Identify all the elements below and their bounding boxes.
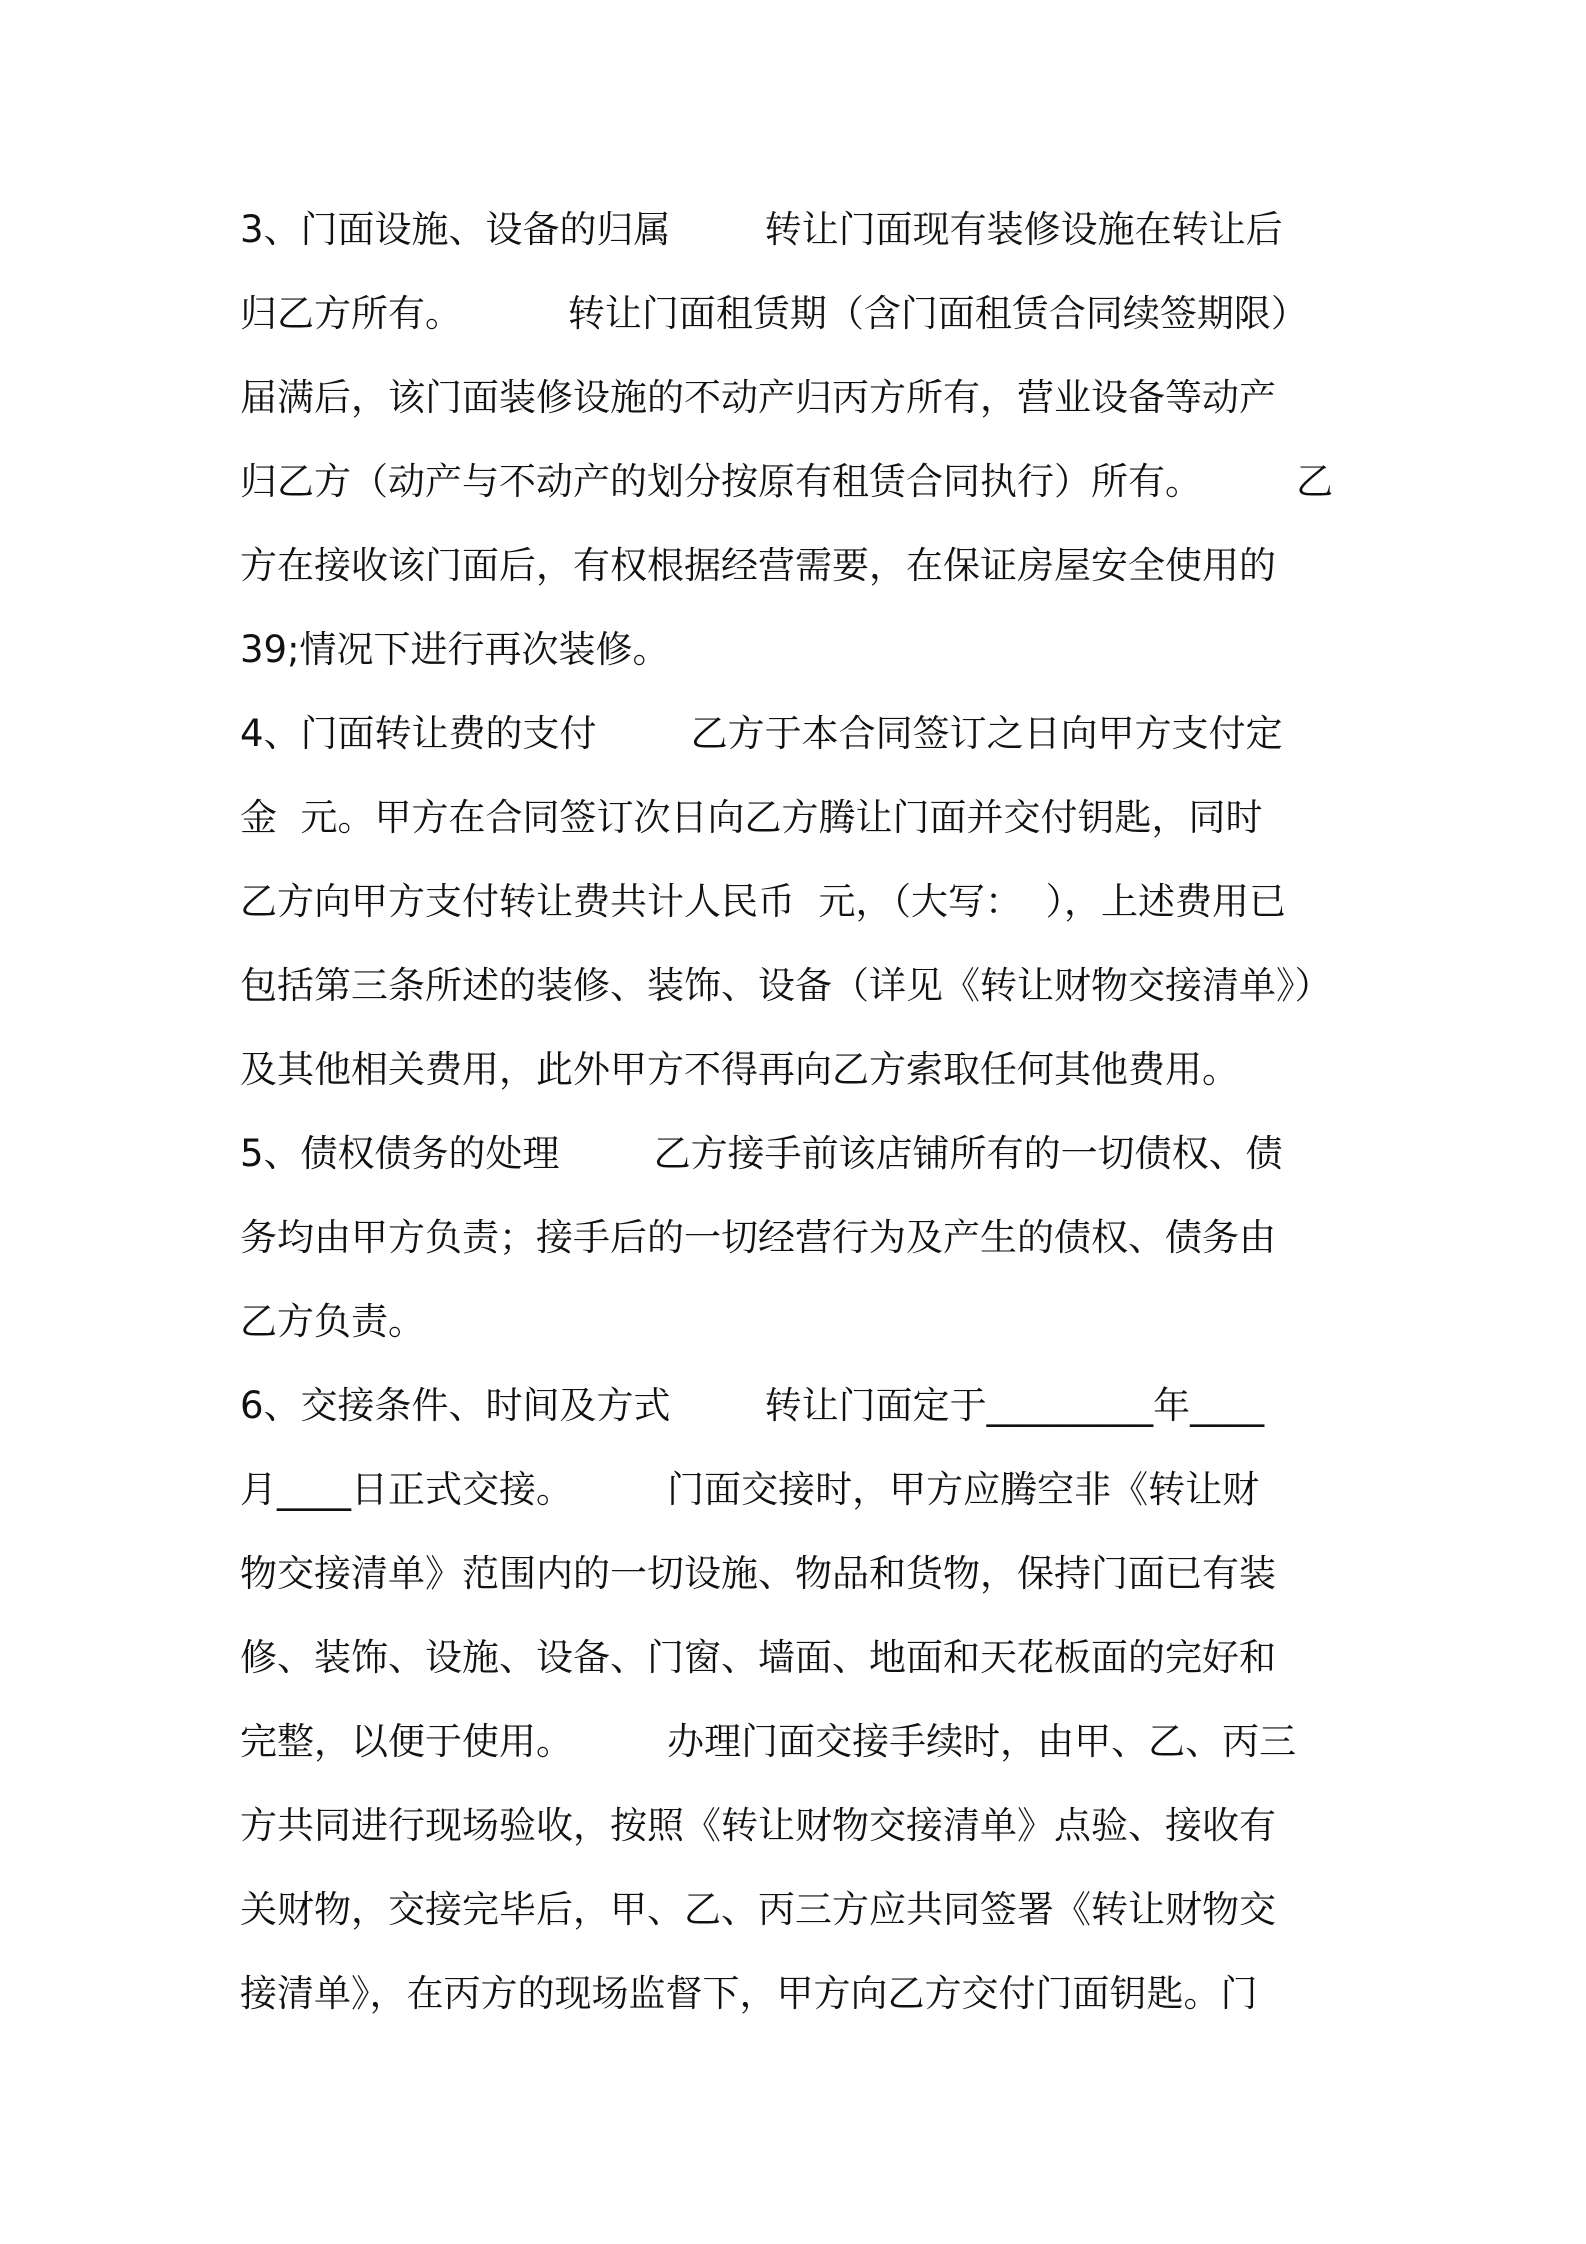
text-line: 金 元。甲方在合同签订次日向乙方腾让门面并交付钥匙，同时 xyxy=(240,796,1263,839)
text-line: 归乙方（动产与不动产的划分按原有租赁合同执行）所有。 乙 xyxy=(240,460,1334,503)
text-line: 届满后，该门面装修设施的不动产归丙方所有，营业设备等动产 xyxy=(240,376,1276,419)
text-line: 3、门面设施、设备的归属 转让门面现有装修设施在转让后 xyxy=(240,208,1283,251)
text-line: 6、交接条件、时间及方式 转让门面定于_________年____ xyxy=(240,1384,1265,1427)
text-line: 方共同进行现场验收，按照《转让财物交接清单》点验、接收有 xyxy=(240,1804,1276,1847)
text-line: 月____日正式交接。 门面交接时，甲方应腾空非《转让财 xyxy=(240,1468,1260,1511)
text-line: 接清单》，在丙方的现场监督下，甲方向乙方交付门面钥匙。门 xyxy=(240,1972,1258,2015)
text-line: 乙方向甲方支付转让费共计人民币 元，（大写： ），上述费用已 xyxy=(240,880,1287,923)
text-line: 方在接收该门面后，有权根据经营需要，在保证房屋安全使用的 xyxy=(240,544,1276,587)
text-line: 关财物，交接完毕后，甲、乙、丙三方应共同签署《转让财物交 xyxy=(240,1888,1276,1931)
text-line: 归乙方所有。 转让门面租赁期（含门面租赁合同续签期限） xyxy=(240,292,1308,335)
text-line: 39;情况下进行再次装修。 xyxy=(240,628,670,671)
text-line: 4、门面转让费的支付 乙方于本合同签订之日向甲方支付定 xyxy=(240,712,1283,755)
text-line: 完整，以便于使用。 办理门面交接手续时，由甲、乙、丙三 xyxy=(240,1720,1297,1763)
text-line: 5、债权债务的处理 乙方接手前该店铺所有的一切债权、债 xyxy=(240,1132,1283,1175)
text-line: 乙方负责。 xyxy=(240,1300,425,1343)
text-line: 及其他相关费用，此外甲方不得再向乙方索取任何其他费用。 xyxy=(240,1048,1239,1091)
text-line: 物交接清单》范围内的一切设施、物品和货物，保持门面已有装 xyxy=(240,1552,1276,1595)
text-line: 包括第三条所述的装修、装饰、设备（详见《转让财物交接清单》） xyxy=(240,964,1332,1007)
text-line: 修、装饰、设施、设备、门窗、墙面、地面和天花板面的完好和 xyxy=(240,1636,1276,1679)
contract-text-body xyxy=(240,188,1350,2036)
text-line: 务均由甲方负责；接手后的一切经营行为及产生的债权、债务由 xyxy=(240,1216,1276,1259)
